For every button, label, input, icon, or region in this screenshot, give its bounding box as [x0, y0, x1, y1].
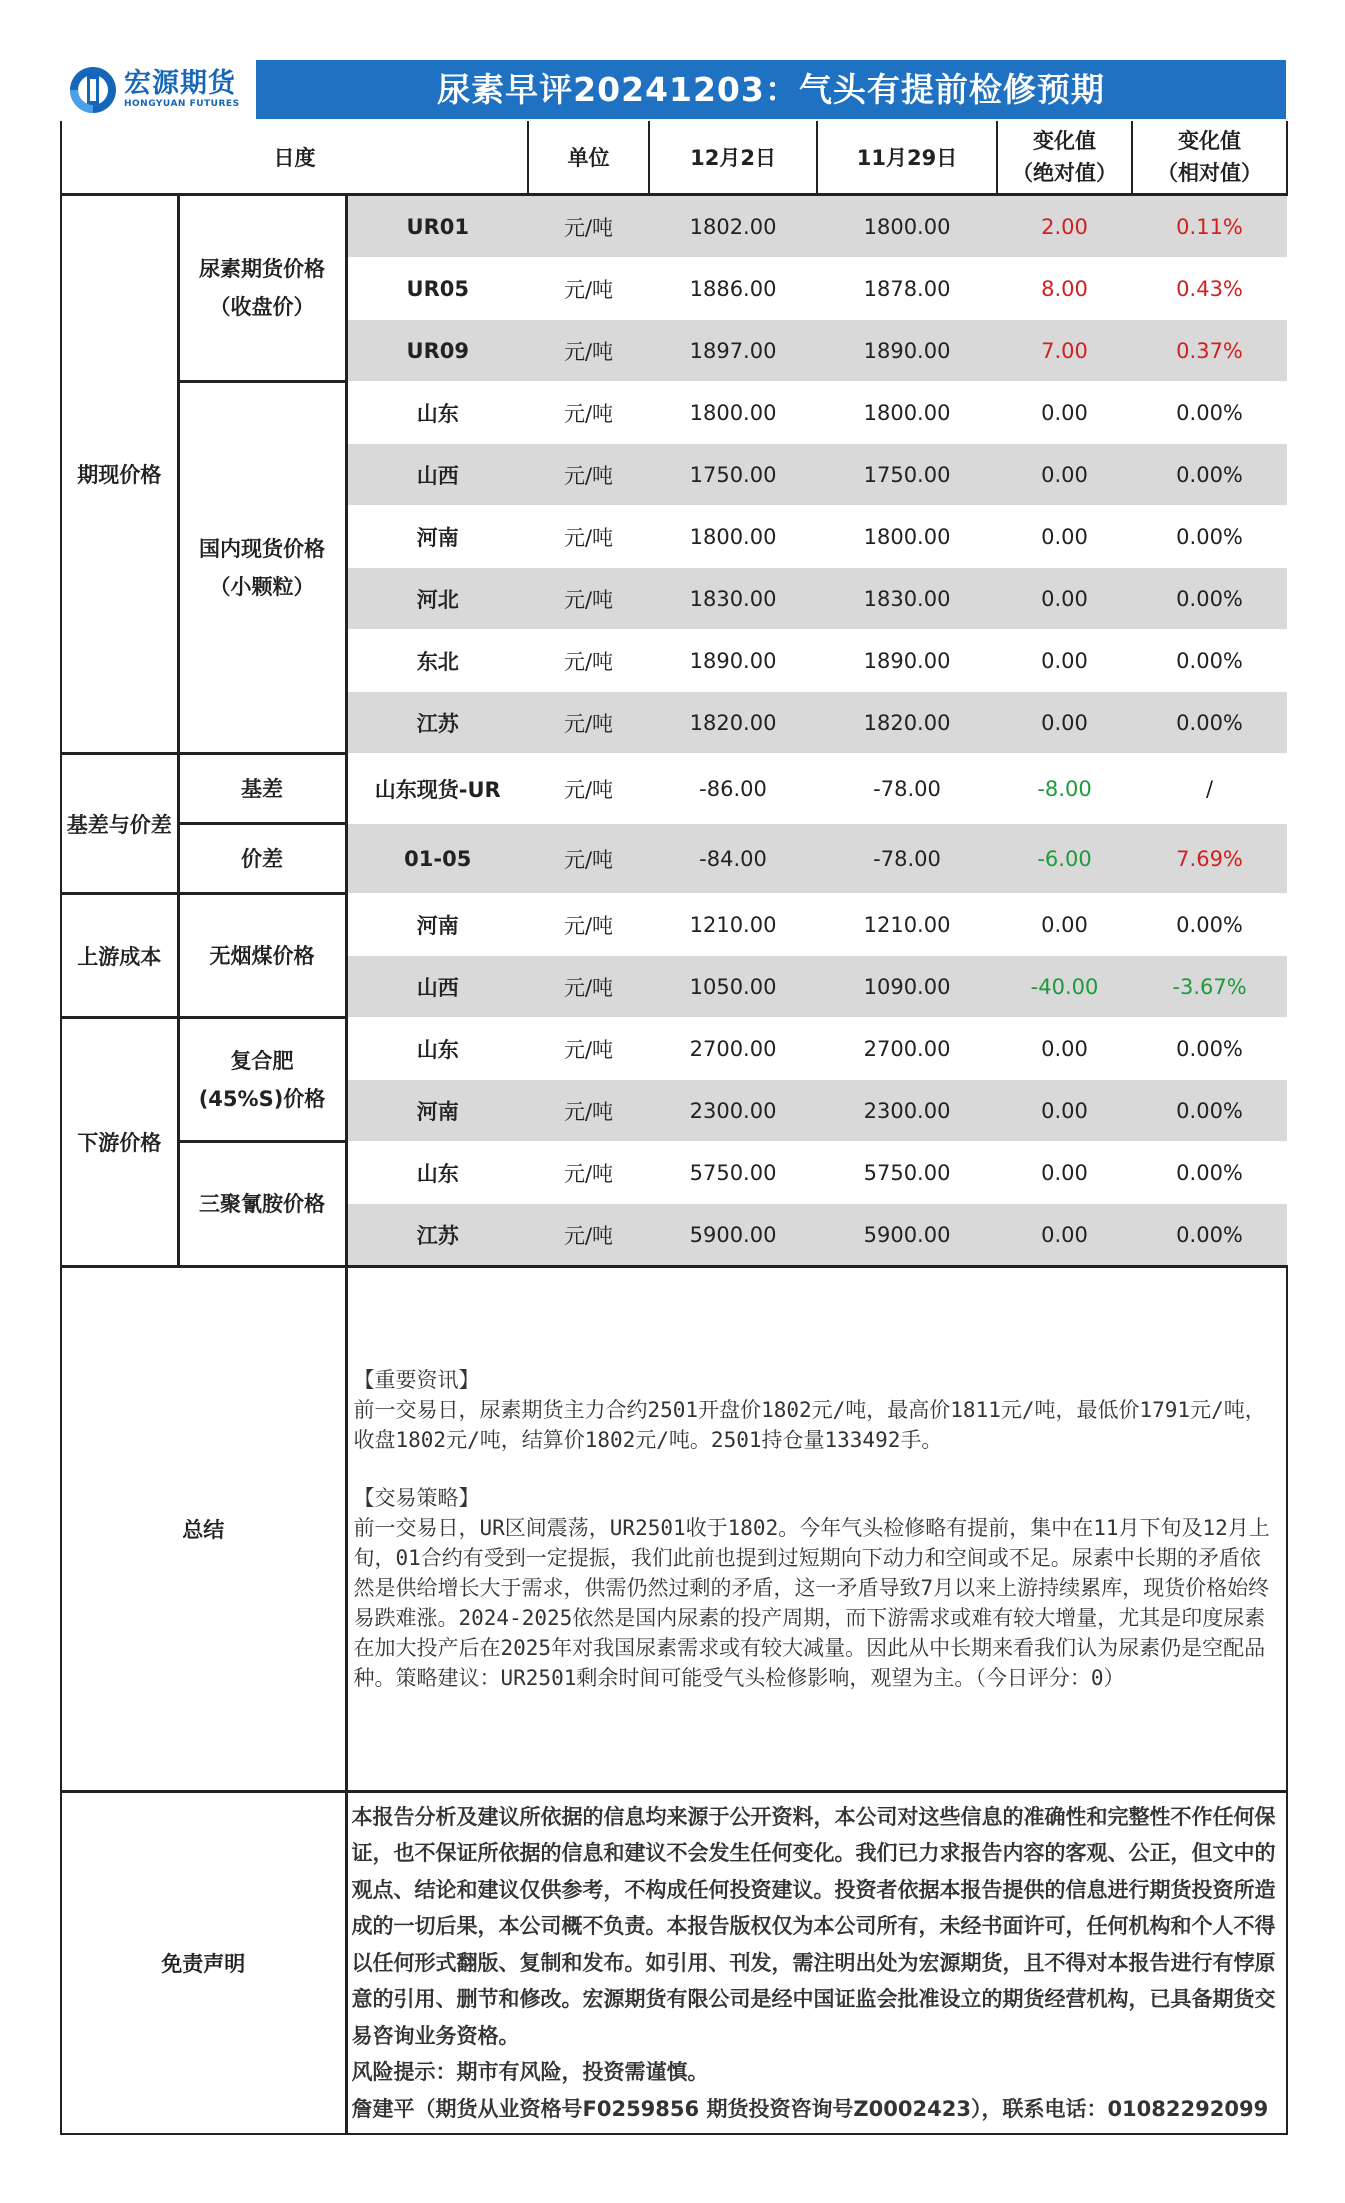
row-item: UR09	[346, 320, 528, 382]
row-abs-change: 0.00	[997, 444, 1132, 506]
row-rel-change: 0.00%	[1132, 1080, 1287, 1142]
row-item: 01-05	[346, 824, 528, 894]
row-abs-change: 0.00	[997, 506, 1132, 568]
row-rel-change: 0.00%	[1132, 1018, 1287, 1080]
row-date2-value: 1878.00	[817, 258, 997, 320]
report-title: 尿素早评20241203：气头有提前检修预期	[437, 70, 1105, 109]
price-table	[60, 121, 1288, 2135]
row-unit: 元/吨	[528, 824, 649, 894]
subgroup-basis: 基差	[178, 754, 346, 824]
row-rel-change: 7.69%	[1132, 824, 1287, 894]
table-row	[61, 1142, 1287, 1204]
category-downstream: 下游价格	[61, 1018, 178, 1267]
row-rel-change: 0.00%	[1132, 630, 1287, 692]
strategy-body: 前一交易日，UR区间震荡，UR2501收于1802。今年气头检修略有提前，集中在11月下旬及12月上旬，01合约有受到一定提振，我们此前也提到过短期向下动力和空间或不足。尿素中长期的矛盾依然是供给增长大于需求，供需仍然过剩的矛盾，这一矛盾导致7月以来上游持续累库，现货价格始终易跌难涨。2024-2025依然是国内尿素的投产周期，而下游需求或难有较大增量，尤其是印度尿素在加大投产后在2025年对我国尿素需求或有较大减量。因此从中长期来看我们认为尿素仍是空配品种。策略建议：UR2501剩余时间可能受气头检修影响，观望为主。（今日评分：0）	[353, 1516, 1270, 1690]
table-row	[61, 195, 1287, 258]
row-date1-value: 1210.00	[649, 894, 817, 956]
row-date2-value: 1830.00	[817, 568, 997, 630]
subgroup-melamine: 三聚氰胺价格	[178, 1142, 346, 1267]
row-unit: 元/吨	[528, 444, 649, 506]
row-item: 山西	[346, 444, 528, 506]
row-unit: 元/吨	[528, 1080, 649, 1142]
row-date1-value: 1750.00	[649, 444, 817, 506]
category-upstream: 上游成本	[61, 894, 178, 1018]
row-date2-value: -78.00	[817, 824, 997, 894]
rel-change-line2: （相对值）	[1157, 161, 1263, 185]
dimension-header: 日度	[61, 121, 528, 195]
company-logo	[60, 60, 256, 119]
analyst-contact: 詹建平（期货从业资格号F0259856 期货投资咨询号Z0002423），联系电话：01082292099	[351, 2096, 1269, 2121]
row-unit: 元/吨	[528, 894, 649, 956]
rel-change-header	[1132, 121, 1287, 195]
subgroup-fertilizer: 复合肥(45%S)价格	[178, 1018, 346, 1142]
row-abs-change: 0.00	[997, 894, 1132, 956]
row-date1-value: 1800.00	[649, 506, 817, 568]
row-rel-change: 0.00%	[1132, 568, 1287, 630]
category-basis-spread: 基差与价差	[61, 754, 178, 894]
row-item: 河南	[346, 506, 528, 568]
row-unit: 元/吨	[528, 1142, 649, 1204]
row-rel-change: 0.11%	[1132, 195, 1287, 258]
row-abs-change: -6.00	[997, 824, 1132, 894]
row-rel-change: 0.00%	[1132, 894, 1287, 956]
row-unit: 元/吨	[528, 1018, 649, 1080]
row-item: 江苏	[346, 1204, 528, 1267]
row-unit: 元/吨	[528, 568, 649, 630]
subgroup-futures: 尿素期货价格（收盘价）	[178, 195, 346, 382]
row-date2-value: 1890.00	[817, 630, 997, 692]
row-abs-change: -40.00	[997, 956, 1132, 1018]
summary-text	[346, 1267, 1287, 1792]
row-abs-change: 0.00	[997, 1080, 1132, 1142]
table-row	[61, 894, 1287, 956]
row-date2-value: 1820.00	[817, 692, 997, 754]
summary-label: 总结	[61, 1267, 346, 1792]
row-item: 江苏	[346, 692, 528, 754]
row-date2-value: 1750.00	[817, 444, 997, 506]
row-date2-value: 2300.00	[817, 1080, 997, 1142]
table-row	[61, 754, 1287, 824]
row-date2-value: 2700.00	[817, 1018, 997, 1080]
row-date1-value: 2700.00	[649, 1018, 817, 1080]
row-rel-change: 0.37%	[1132, 320, 1287, 382]
row-date1-value: 5900.00	[649, 1204, 817, 1267]
row-item: UR01	[346, 195, 528, 258]
row-abs-change: 0.00	[997, 630, 1132, 692]
row-date2-value: 1800.00	[817, 195, 997, 258]
row-date1-value: -84.00	[649, 824, 817, 894]
news-heading: 【重要资讯】	[353, 1368, 480, 1392]
row-date2-value: 5900.00	[817, 1204, 997, 1267]
row-rel-change: 0.00%	[1132, 692, 1287, 754]
rel-change-line1: 变化值	[1178, 129, 1242, 153]
row-unit: 元/吨	[528, 754, 649, 824]
row-abs-change: 0.00	[997, 1204, 1132, 1267]
row-unit: 元/吨	[528, 630, 649, 692]
row-item: 河北	[346, 568, 528, 630]
row-rel-change: 0.43%	[1132, 258, 1287, 320]
row-rel-change: -3.67%	[1132, 956, 1287, 1018]
row-item: 山东	[346, 382, 528, 444]
row-date1-value: 1897.00	[649, 320, 817, 382]
row-abs-change: 8.00	[997, 258, 1132, 320]
row-date2-value: 1890.00	[817, 320, 997, 382]
row-date1-value: -86.00	[649, 754, 817, 824]
row-unit: 元/吨	[528, 1204, 649, 1267]
row-unit: 元/吨	[528, 195, 649, 258]
row-item: 河南	[346, 894, 528, 956]
title-banner	[60, 60, 1286, 119]
row-date2-value: -78.00	[817, 754, 997, 824]
row-date1-value: 2300.00	[649, 1080, 817, 1142]
row-abs-change: 7.00	[997, 320, 1132, 382]
header-row	[61, 121, 1287, 195]
subgroup-coal: 无烟煤价格	[178, 894, 346, 1018]
row-date2-value: 1090.00	[817, 956, 997, 1018]
row-date2-value: 1800.00	[817, 382, 997, 444]
row-rel-change: 0.00%	[1132, 1204, 1287, 1267]
row-item: 河南	[346, 1080, 528, 1142]
table-row	[61, 382, 1287, 444]
row-item: 山东现货-UR	[346, 754, 528, 824]
hongyuan-logo-icon	[68, 65, 118, 115]
table-row	[61, 1018, 1287, 1080]
row-unit: 元/吨	[528, 506, 649, 568]
news-body: 前一交易日，尿素期货主力合约2501开盘价1802元/吨，最高价1811元/吨，最低价1791元/吨，收盘1802元/吨，结算价1802元/吨。2501持仓量133492手。	[353, 1398, 1266, 1452]
row-rel-change: 0.00%	[1132, 444, 1287, 506]
row-abs-change: 0.00	[997, 692, 1132, 754]
row-item: 山东	[346, 1142, 528, 1204]
row-unit: 元/吨	[528, 258, 649, 320]
row-unit: 元/吨	[528, 320, 649, 382]
report-sheet	[60, 60, 1286, 2147]
row-date1-value: 1802.00	[649, 195, 817, 258]
row-rel-change: 0.00%	[1132, 506, 1287, 568]
disclaimer-text	[346, 1792, 1287, 2135]
abs-change-line1: 变化值	[1033, 129, 1097, 153]
row-item: 东北	[346, 630, 528, 692]
abs-change-header	[997, 121, 1132, 195]
unit-header: 单位	[528, 121, 649, 195]
row-item: UR05	[346, 258, 528, 320]
row-item: 山西	[346, 956, 528, 1018]
row-date2-value: 1210.00	[817, 894, 997, 956]
subgroup-spread: 价差	[178, 824, 346, 894]
disclaimer-row	[61, 1792, 1287, 2135]
row-date2-value: 1800.00	[817, 506, 997, 568]
disclaimer-body: 本报告分析及建议所依据的信息均来源于公开资料，本公司对这些信息的准确性和完整性不作任何保证，也不保证所依据的信息和建议不会发生任何变化。我们已力求报告内容的客观、公正，但文中的观点、结论和建议仅供参考，不构成任何投资建议。投资者依据本报告提供的信息进行期货投资所造成的一切后果，本公司概不负责。本报告版权仅为本公司所有，未经书面许可，任何机构和个人不得以任何形式翻版、复制和发布。如引用、刊发，需注明出处为宏源期货，且不得对本报告进行有悖原意的引用、删节和修改。宏源期货有限公司是经中国证监会批准设立的期货经营机构，已具备期货交易咨询业务资格。	[351, 1804, 1276, 2048]
logo-en-text: HONGYUAN FUTURES	[124, 99, 240, 109]
row-unit: 元/吨	[528, 692, 649, 754]
row-date2-value: 5750.00	[817, 1142, 997, 1204]
abs-change-line2: （绝对值）	[1012, 161, 1118, 185]
subgroup-spot: 国内现货价格（小颗粒）	[178, 382, 346, 754]
row-date1-value: 1830.00	[649, 568, 817, 630]
row-rel-change: 0.00%	[1132, 1142, 1287, 1204]
row-abs-change: 2.00	[997, 195, 1132, 258]
logo-cn-text: 宏源期货	[124, 68, 236, 99]
row-unit: 元/吨	[528, 382, 649, 444]
category-spot-futures: 期现价格	[61, 195, 178, 754]
row-abs-change: -8.00	[997, 754, 1132, 824]
row-date1-value: 1800.00	[649, 382, 817, 444]
row-abs-change: 0.00	[997, 1142, 1132, 1204]
strategy-heading: 【交易策略】	[353, 1486, 480, 1510]
row-abs-change: 0.00	[997, 568, 1132, 630]
row-date1-value: 1886.00	[649, 258, 817, 320]
row-abs-change: 0.00	[997, 382, 1132, 444]
row-unit: 元/吨	[528, 956, 649, 1018]
row-date1-value: 1050.00	[649, 956, 817, 1018]
date2-header: 11月29日	[817, 121, 997, 195]
row-rel-change: /	[1132, 754, 1287, 824]
summary-row	[61, 1267, 1287, 1792]
risk-notice: 风险提示：期市有风险，投资需谨慎。	[351, 2060, 709, 2085]
table-row	[61, 824, 1287, 894]
row-date1-value: 5750.00	[649, 1142, 817, 1204]
row-rel-change: 0.00%	[1132, 382, 1287, 444]
row-date1-value: 1890.00	[649, 630, 817, 692]
row-abs-change: 0.00	[997, 1018, 1132, 1080]
date1-header: 12月2日	[649, 121, 817, 195]
disclaimer-label: 免责声明	[61, 1792, 346, 2135]
row-date1-value: 1820.00	[649, 692, 817, 754]
row-item: 山东	[346, 1018, 528, 1080]
